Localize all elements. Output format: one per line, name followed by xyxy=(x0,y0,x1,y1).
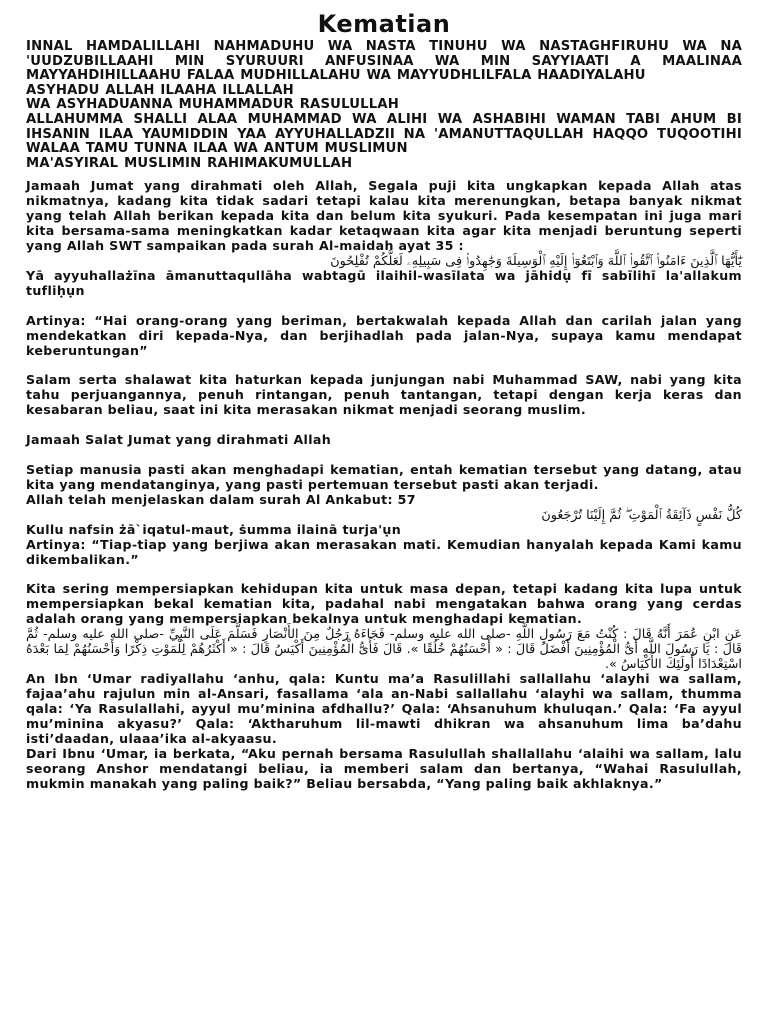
section-heading: Jamaah Salat Jumat yang dirahmati Allah xyxy=(26,432,332,448)
sermon-body xyxy=(26,179,742,791)
transliteration: Kullu nafsin żā`iqatul-maut, ṡumma ilainā turja'ụn xyxy=(26,521,402,537)
document-title: Kematian xyxy=(317,10,451,38)
hadith-transliteration: An Ibn ‘Umar radiyallahu ‘anhu, qala: Kuntu ma’a Rasulillahi sallallahu ‘alayhi wa sallam, fajaa’ahu rajulun min al-Ansari, fasallama ‘ala an-Nabi sallallahu ‘alayhi wa sallam, thumma qala: ‘Ya Rasulallahi, ayyul mu’minina afdhallu?’ Qala: ‘Ahsanuhum khuluqan.’ Qala: ‘Fa ayyul mu’minina akyasu?’ Qala: ‘Aktharuhum lil-mawti dhikran wa ahsanuhum lima ba’dahu isti’daadan, ulaaa’ika al-akyaasu. xyxy=(26,671,742,746)
translation: Artinya: “Tiap-tiap yang berjiwa akan merasakan mati. Kemudian hanyalah kepada Kami kamu dikembalikan.” xyxy=(26,536,742,567)
opening-prayer xyxy=(26,40,742,171)
arabic-verse: يَٰٓأَيُّهَا ٱلَّذِينَ ءَامَنُوا۟ ٱتَّقُوا۟ ٱللَّهَ وَٱبْتَغُوٓا۟ إِلَيْهِ ٱلْوَسِيلَةَ وَجَٰهِدُوا۟ فِى سَبِيلِهِۦ لَعَلَّكُمْ تُفْلِحُونَ xyxy=(330,253,742,269)
opening-line: MA'ASYIRAL MUSLIMIN RAHIMAKUMULLAH xyxy=(26,155,353,171)
paragraph: Jamaah Jumat yang dirahmati oleh Allah, Segala puji kita ungkapkan kepada Allah atas nikmatnya, kadang kita tidak sadari tetapi kalau kita merenungkan, betapa banyak nikmat yang telah Allah berikan kepada kita dan belum kita syukuri. Pada kesempatan ini juga mari kita bersama-sama meningkatkan kadar ketaqwaan kita agar kita menjadi beruntung seperti yang Allah SWT sampaikan pada surah Al-maidah ayat 35 : xyxy=(26,178,742,253)
hadith-translation: Dari Ibnu ‘Umar, ia berkata, “Aku pernah bersama Rasulullah shallallahu ‘alaihi wa sallam, lalu seorang Anshor mendatangi beliau, ia memberi salam dan bertanya, “Wahai Rasulullah, mukmin manakah yang paling baik?” Beliau bersabda, “Yang paling baik akhlaknya.” xyxy=(26,745,742,791)
arabic-verse: كُلُّ نَفْسٍ ذَآئِقَةُ ٱلْمَوْتِ ۖ ثُمَّ إِلَيْنَا تُرْجَعُونَ xyxy=(541,507,742,523)
opening-line: INNAL HAMDALILLAHI NAHMADUHU WA NASTA TINUHU WA NASTAGHFIRUHU WA NA 'UUDZUBILLAAHI MIN SYURUURI ANFUSINAA WA MIN SAYYIAATI A MAALINAA MAYYAHDIHILLAAHU FALAA MUDHILLALAHU WA MAYYUDHLILFALA HAADIYALAHU xyxy=(26,39,742,84)
arabic-hadith: عَنِ ابْنِ عُمَرَ أَنَّهُ قَالَ : كُنْتُ مَعَ رَسُولِ اللَّهِ -صلى الله عليه وسلم- فَجَاءَهُ رَجُلٌ مِنَ الأَنْصَارِ فَسَلَّمَ عَلَى النَّبِيِّ -صلى الله عليه وسلم- ثُمَّ قَالَ : يَا رَسُولَ اللَّهِ أَىُّ الْمُؤْمِنِينَ أَفْضَلُ قَالَ : « أَحْسَنُهُمْ خُلُقًا ». قَالَ فَأَىُّ الْمُؤْمِنِينَ أَكْيَسُ قَالَ : « أَكْثَرُهُمْ لِلْمَوْتِ ذِكْرًا وَأَحْسَنُهُمْ لِمَا بَعْدَهُ اسْتِعْدَادًا أُولَئِكَ الأَكْيَاسُ ». xyxy=(26,627,742,673)
paragraph: Setiap manusia pasti akan menghadapi kematian, entah kematian tersebut yang datang, atau kita yang mendatanginya, yang pasti pertemuan tersebut pasti akan terjadi. xyxy=(26,462,742,492)
transliteration: Yā ayyuhallażīna āmanuttaqullāha wabtagū ilaihil-wasīlata wa jāhidụ fī sabīlihī la'allakum tufliḥụn xyxy=(26,267,742,298)
paragraph: Kita sering mempersiapkan kehidupan kita untuk masa depan, tetapi kadang kita lupa untuk mempersiapkan bekal kematian kita, padahal nabi mengatakan bahwa orang yang cerdas adalah orang yang mempersiapkan bekalnya untuk menghadapi kematian. xyxy=(26,581,742,627)
paragraph: Salam serta shalawat kita haturkan kepada junjungan nabi Muhammad SAW, nabi yang kita tahu perjuangannya, penuh rintangan, penuh tantangan, tetapi dengan kerja keras dan kesabaran beliau, saat ini kita merasakan nikmat menjadi seorang muslim. xyxy=(26,372,742,418)
opening-line: ASYHADU ALLAH ILAAHA ILLALLAH xyxy=(26,82,294,98)
opening-line: ALLAHUMMA SHALLI ALAA MUHAMMAD WA ALIHI WA ASHABIHI WAMAN TABI AHUM BI IHSANIN ILAA YAUMIDDIN YAA AYYUHALLADZII NA 'AMANUTTAQULLAH HAQQO TUQOOTIHI WALAA TAMU TUNNA ILAA WA ANTUM MUSLIMUN xyxy=(26,111,742,157)
translation: Artinya: “Hai orang-orang yang beriman, bertakwalah kepada Allah dan carilah jalan yang mendekatkan diri kepada-Nya, dan berjihadlah pada jalan-Nya, supaya kamu mendapat keberuntungan” xyxy=(26,312,742,358)
paragraph: Allah telah menjelaskan dalam surah Al Ankabut: 57 xyxy=(26,491,416,507)
opening-line: WA ASYHADUANNA MUHAMMADUR RASULULLAH xyxy=(26,97,399,113)
